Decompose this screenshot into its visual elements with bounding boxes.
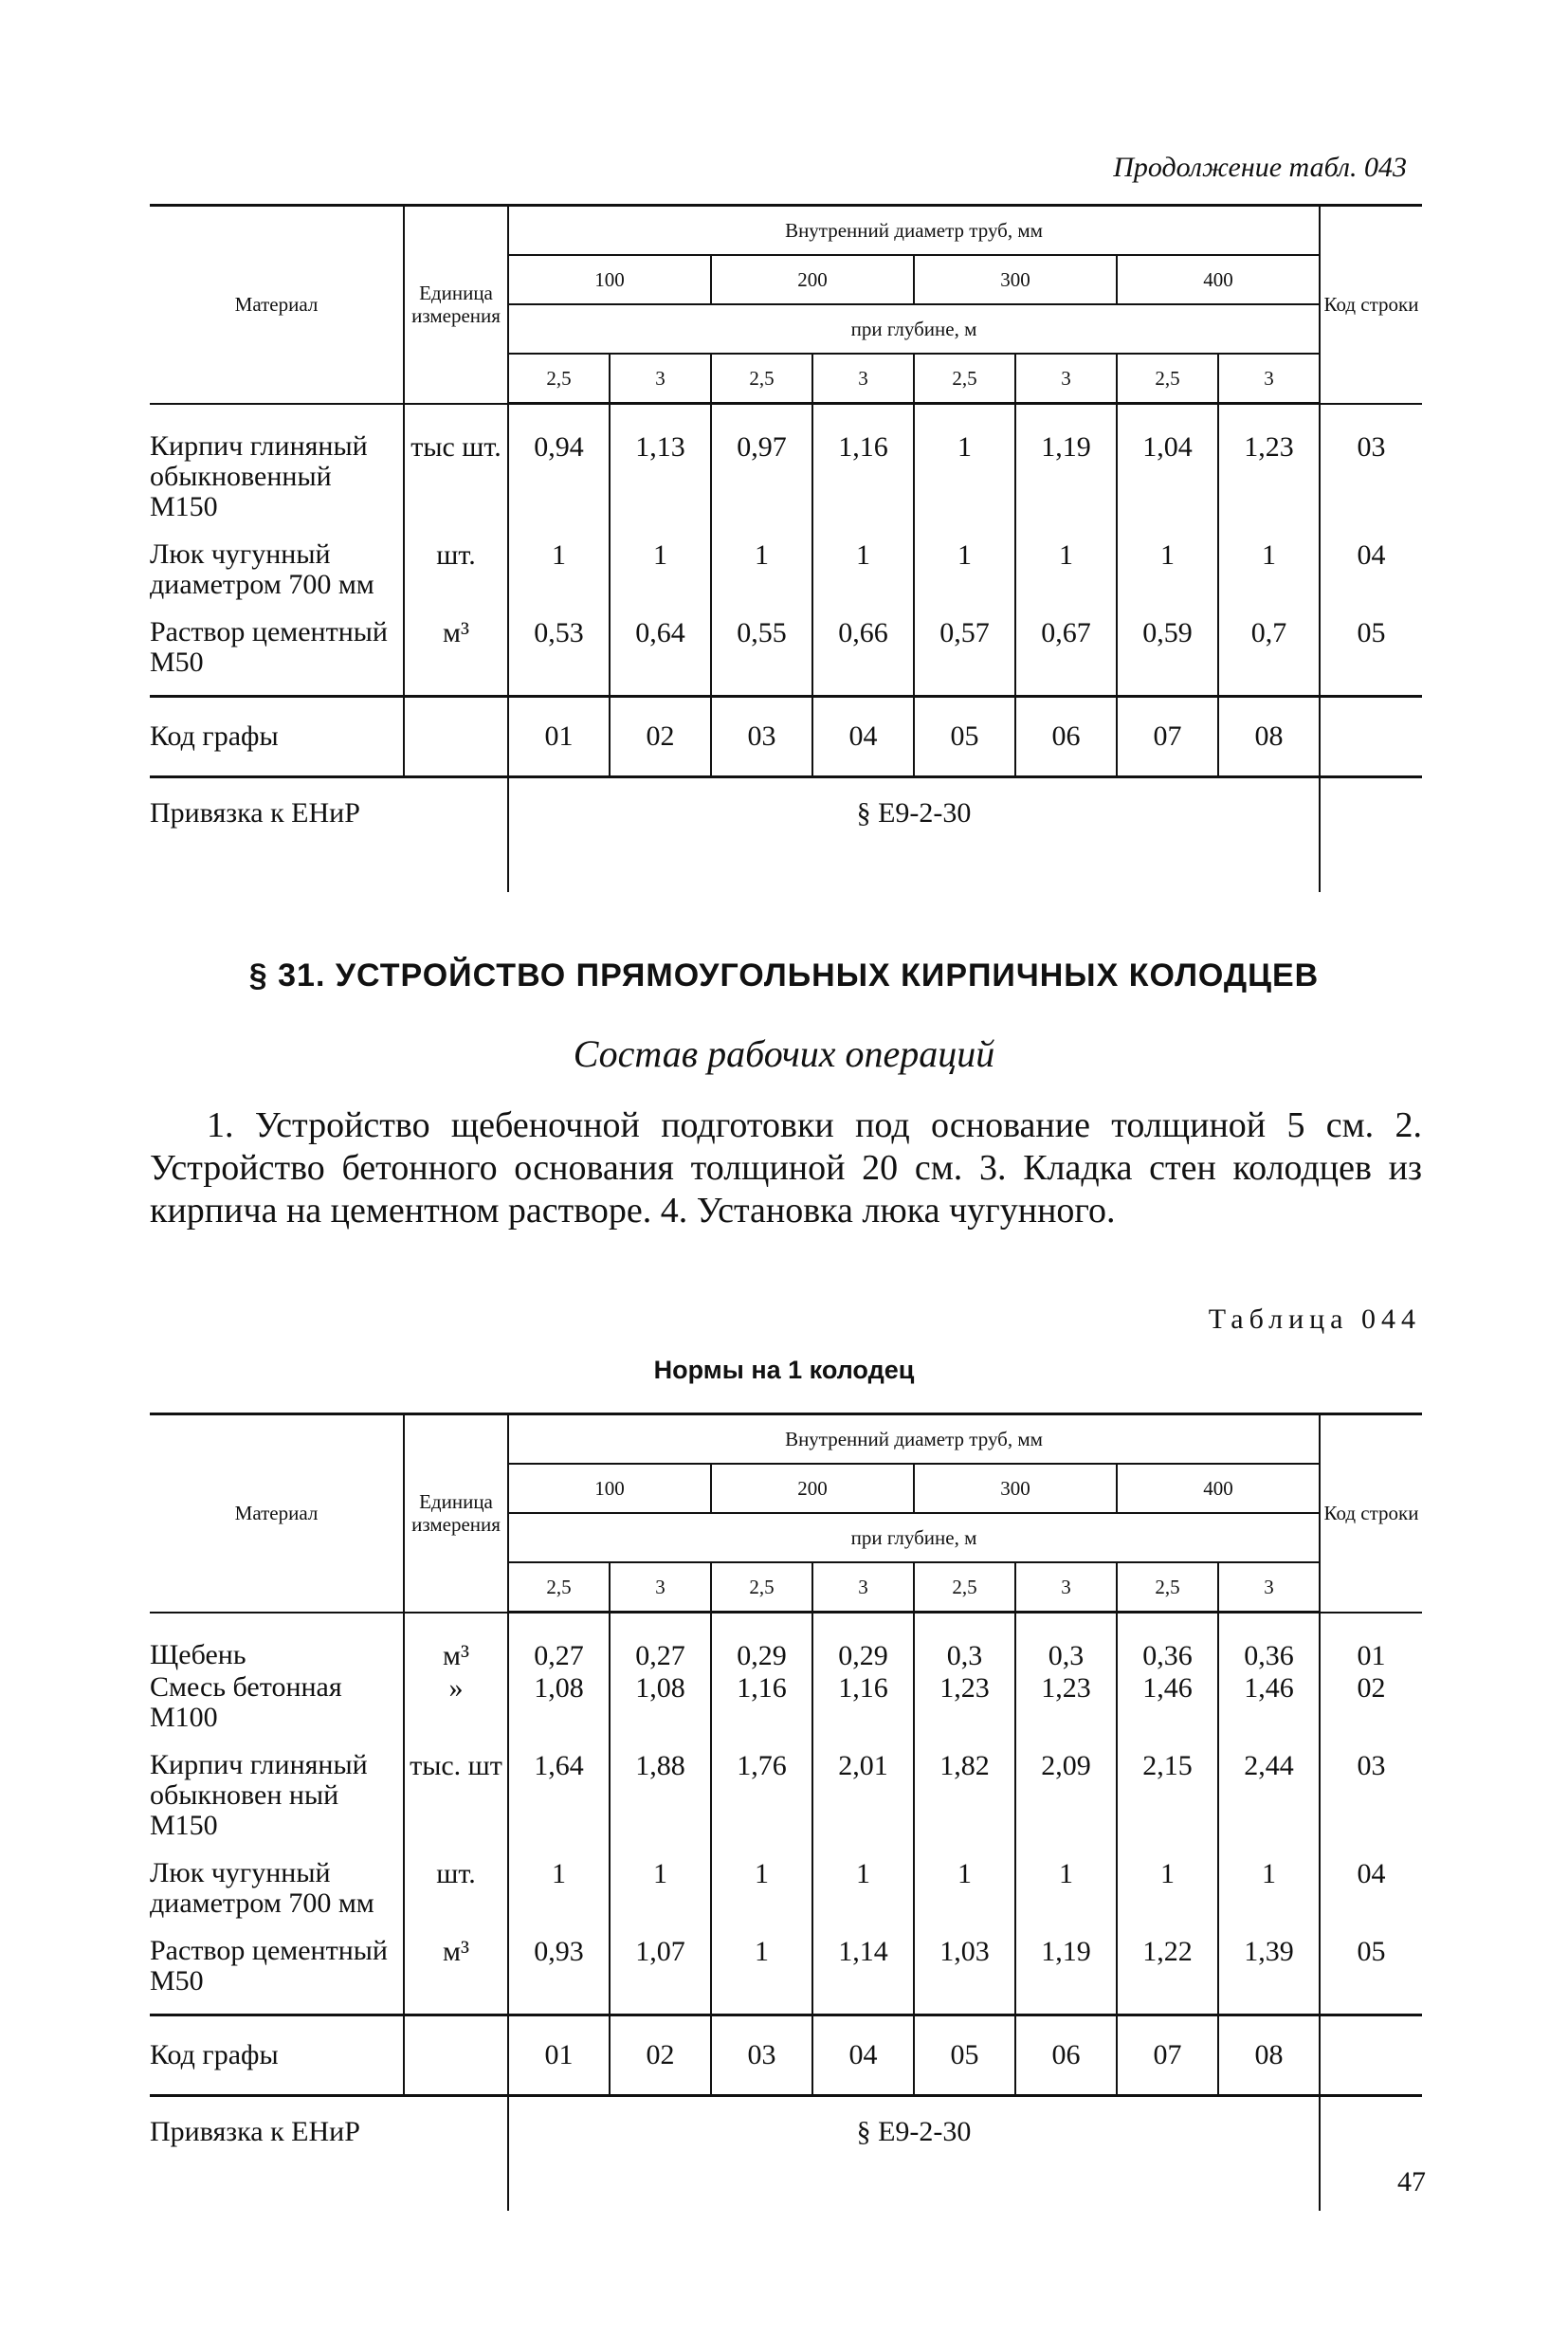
page-number: 47 [1397, 2166, 1426, 2197]
header-depth-value: 2,5 [1117, 1562, 1218, 1613]
value-cell: 2,15 [1117, 1733, 1218, 1841]
header-depth: при глубине, м [508, 304, 1320, 354]
value-cell: 1 [1218, 1841, 1320, 1919]
header-diameter: 200 [711, 255, 914, 304]
value-cell: 1,76 [711, 1733, 812, 1841]
enir-binding-row [150, 2096, 1422, 2212]
value-cell: 1 [812, 522, 914, 600]
material-name: Щебень [150, 1613, 404, 1673]
column-code: 07 [1117, 2015, 1218, 2096]
row-code-cell: 01 [1320, 1613, 1422, 1673]
table-title: Нормы на 1 колодец [653, 1356, 915, 1384]
column-code: 05 [914, 2015, 1015, 2096]
value-cell: 1,07 [610, 1919, 711, 2015]
value-cell: 1,23 [1015, 1672, 1117, 1733]
value-cell: 1,82 [914, 1733, 1015, 1841]
unit-cell: » [404, 1672, 508, 1733]
value-cell: 2,01 [812, 1733, 914, 1841]
header-depth-value: 2,5 [711, 354, 812, 404]
column-code: 04 [812, 2015, 914, 2096]
value-cell: 0,55 [711, 600, 812, 697]
header-diameter: 400 [1117, 255, 1320, 304]
operations-text: 1. Устройство щебеночной подготовки под основание толщиной 5 см. 2. Устройство бетонного основания толщиной 20 см. 3. Кладка стен колодцев из кирпича на цементном растворе. 4. Установка люка чугунного. [150, 1105, 1422, 1231]
column-code: 03 [711, 696, 812, 776]
value-cell: 1 [610, 522, 711, 600]
value-cell: 1 [1218, 522, 1320, 600]
column-code: 05 [914, 696, 1015, 776]
table-continuation-caption: Продолжение табл. 043 [1113, 152, 1407, 183]
value-cell: 1,19 [1015, 404, 1117, 522]
value-cell: 0,67 [1015, 600, 1117, 697]
unit-cell: м³ [404, 600, 508, 697]
header-depth-value: 3 [1218, 354, 1320, 404]
norms-table-043 [150, 204, 1422, 892]
value-cell: 1,46 [1117, 1672, 1218, 1733]
row-code-cell: 05 [1320, 600, 1422, 697]
value-cell: 1,88 [610, 1733, 711, 1841]
header-depth-value: 2,5 [914, 354, 1015, 404]
value-cell: 0,29 [812, 1613, 914, 1673]
value-cell: 2,09 [1015, 1733, 1117, 1841]
header-diameter: 400 [1117, 1464, 1320, 1513]
header-depth-value: 2,5 [508, 354, 610, 404]
value-cell: 1 [711, 1919, 812, 2015]
header-depth-value: 3 [610, 354, 711, 404]
column-code: 08 [1218, 2015, 1320, 2096]
row-code-cell: 04 [1320, 1841, 1422, 1919]
header-unit: Единица измерения [404, 1414, 508, 1613]
value-cell: 1 [711, 522, 812, 600]
value-cell: 1,16 [711, 1672, 812, 1733]
header-material: Материал [150, 206, 404, 404]
row-code-cell: 05 [1320, 1919, 1422, 2015]
row-code-cell: 02 [1320, 1672, 1422, 1733]
header-unit: Единица измерения [404, 206, 508, 404]
value-cell: 0,36 [1218, 1613, 1320, 1673]
header-depth-value: 3 [1015, 1562, 1117, 1613]
table-row [150, 404, 1422, 522]
table-row [150, 1919, 1422, 2015]
unit-cell: м³ [404, 1613, 508, 1673]
value-cell: 1 [1015, 522, 1117, 600]
value-cell: 1 [914, 404, 1015, 522]
value-cell: 1,39 [1218, 1919, 1320, 2015]
column-code: 01 [508, 2015, 610, 2096]
enir-binding-value: § Е9-2-30 [508, 776, 1320, 892]
unit-cell: тыс. шт [404, 1733, 508, 1841]
header-inner-diameter: Внутренний диаметр труб, мм [508, 206, 1320, 256]
material-name: Кирпич глиняный обыкновен ный М150 [150, 1733, 404, 1841]
column-code: 08 [1218, 696, 1320, 776]
header-depth-value: 3 [812, 1562, 914, 1613]
value-cell: 1 [1015, 1841, 1117, 1919]
norms-table-044 [150, 1413, 1422, 2211]
header-depth-value: 2,5 [711, 1562, 812, 1613]
column-code: 02 [610, 2015, 711, 2096]
value-cell: 0,94 [508, 404, 610, 522]
value-cell: 0,53 [508, 600, 610, 697]
value-cell: 1 [914, 522, 1015, 600]
column-codes-label: Код графы [150, 2015, 404, 2096]
value-cell: 1,08 [508, 1672, 610, 1733]
header-depth-value: 2,5 [914, 1562, 1015, 1613]
value-cell: 1,64 [508, 1733, 610, 1841]
header-material: Материал [150, 1414, 404, 1613]
header-depth-value: 3 [1218, 1562, 1320, 1613]
column-code: 07 [1117, 696, 1218, 776]
value-cell: 2,44 [1218, 1733, 1320, 1841]
column-code: 02 [610, 696, 711, 776]
value-cell: 1,22 [1117, 1919, 1218, 2015]
header-diameter: 100 [508, 1464, 711, 1513]
value-cell: 1 [812, 1841, 914, 1919]
column-codes-row [150, 696, 1422, 776]
row-code-cell: 04 [1320, 522, 1422, 600]
table-row [150, 600, 1422, 697]
value-cell: 1,16 [812, 1672, 914, 1733]
header-inner-diameter: Внутренний диаметр труб, мм [508, 1414, 1320, 1465]
column-code: 01 [508, 696, 610, 776]
header-diameter: 300 [914, 1464, 1117, 1513]
value-cell: 0,93 [508, 1919, 610, 2015]
value-cell: 1 [914, 1841, 1015, 1919]
header-depth-value: 3 [1015, 354, 1117, 404]
material-name: Раствор цементный М50 [150, 1919, 404, 2015]
value-cell: 0,3 [914, 1613, 1015, 1673]
header-diameter: 300 [914, 255, 1117, 304]
unit-cell: шт. [404, 522, 508, 600]
header-depth-value: 2,5 [1117, 354, 1218, 404]
value-cell: 1,14 [812, 1919, 914, 2015]
value-cell: 1 [711, 1841, 812, 1919]
value-cell: 0,7 [1218, 600, 1320, 697]
enir-binding-label: Привязка к ЕНиР [150, 2096, 508, 2212]
enir-binding-label: Привязка к ЕНиР [150, 776, 508, 892]
header-depth-value: 3 [610, 1562, 711, 1613]
value-cell: 1,03 [914, 1919, 1015, 2015]
header-depth: при глубине, м [508, 1513, 1320, 1562]
column-code: 03 [711, 2015, 812, 2096]
value-cell: 0,36 [1117, 1613, 1218, 1673]
column-codes-row [150, 2015, 1422, 2096]
value-cell: 0,57 [914, 600, 1015, 697]
header-row-code: Код строки [1320, 1414, 1422, 1613]
value-cell: 0,27 [610, 1613, 711, 1673]
header-depth-value: 3 [812, 354, 914, 404]
table-row [150, 1672, 1422, 1733]
value-cell: 0,66 [812, 600, 914, 697]
unit-cell: шт. [404, 1841, 508, 1919]
value-cell: 1,23 [1218, 404, 1320, 522]
section-title: § 31. УСТРОЙСТВО ПРЯМОУГОЛЬНЫХ КИРПИЧНЫХ КОЛОДЦЕВ [248, 957, 1320, 994]
enir-binding-value: § Е9-2-30 [508, 2096, 1320, 2212]
value-cell: 0,64 [610, 600, 711, 697]
value-cell: 1,13 [610, 404, 711, 522]
header-diameter: 100 [508, 255, 711, 304]
table-row [150, 1733, 1422, 1841]
row-code-cell: 03 [1320, 1733, 1422, 1841]
column-code: 06 [1015, 696, 1117, 776]
section-subtitle: Состав рабочих операций [573, 1032, 995, 1075]
table-row [150, 522, 1422, 600]
enir-binding-row [150, 776, 1422, 892]
unit-cell: м³ [404, 1919, 508, 2015]
material-name: Кирпич глиняный обыкновенный М150 [150, 404, 404, 522]
value-cell: 1,08 [610, 1672, 711, 1733]
value-cell: 1,19 [1015, 1919, 1117, 2015]
table-label: Таблица 044 [1208, 1304, 1421, 1335]
column-code: 04 [812, 696, 914, 776]
value-cell: 0,29 [711, 1613, 812, 1673]
value-cell: 1 [508, 522, 610, 600]
value-cell: 1,04 [1117, 404, 1218, 522]
material-name: Люк чугунный диаметром 700 мм [150, 1841, 404, 1919]
table-row [150, 1613, 1422, 1673]
value-cell: 0,27 [508, 1613, 610, 1673]
value-cell: 1 [508, 1841, 610, 1919]
row-code-cell: 03 [1320, 404, 1422, 522]
header-depth-value: 2,5 [508, 1562, 610, 1613]
table-row [150, 1841, 1422, 1919]
unit-cell: тыс шт. [404, 404, 508, 522]
value-cell: 1 [1117, 522, 1218, 600]
value-cell: 0,3 [1015, 1613, 1117, 1673]
value-cell: 1,23 [914, 1672, 1015, 1733]
header-diameter: 200 [711, 1464, 914, 1513]
value-cell: 1 [610, 1841, 711, 1919]
value-cell: 0,59 [1117, 600, 1218, 697]
value-cell: 1,16 [812, 404, 914, 522]
column-codes-label: Код графы [150, 696, 404, 776]
column-code: 06 [1015, 2015, 1117, 2096]
material-name: Раствор цементный М50 [150, 600, 404, 697]
value-cell: 0,97 [711, 404, 812, 522]
material-name: Люк чугунный диаметром 700 мм [150, 522, 404, 600]
material-name: Смесь бетонная М100 [150, 1672, 404, 1733]
value-cell: 1 [1117, 1841, 1218, 1919]
value-cell: 1,46 [1218, 1672, 1320, 1733]
header-row-code: Код строки [1320, 206, 1422, 404]
